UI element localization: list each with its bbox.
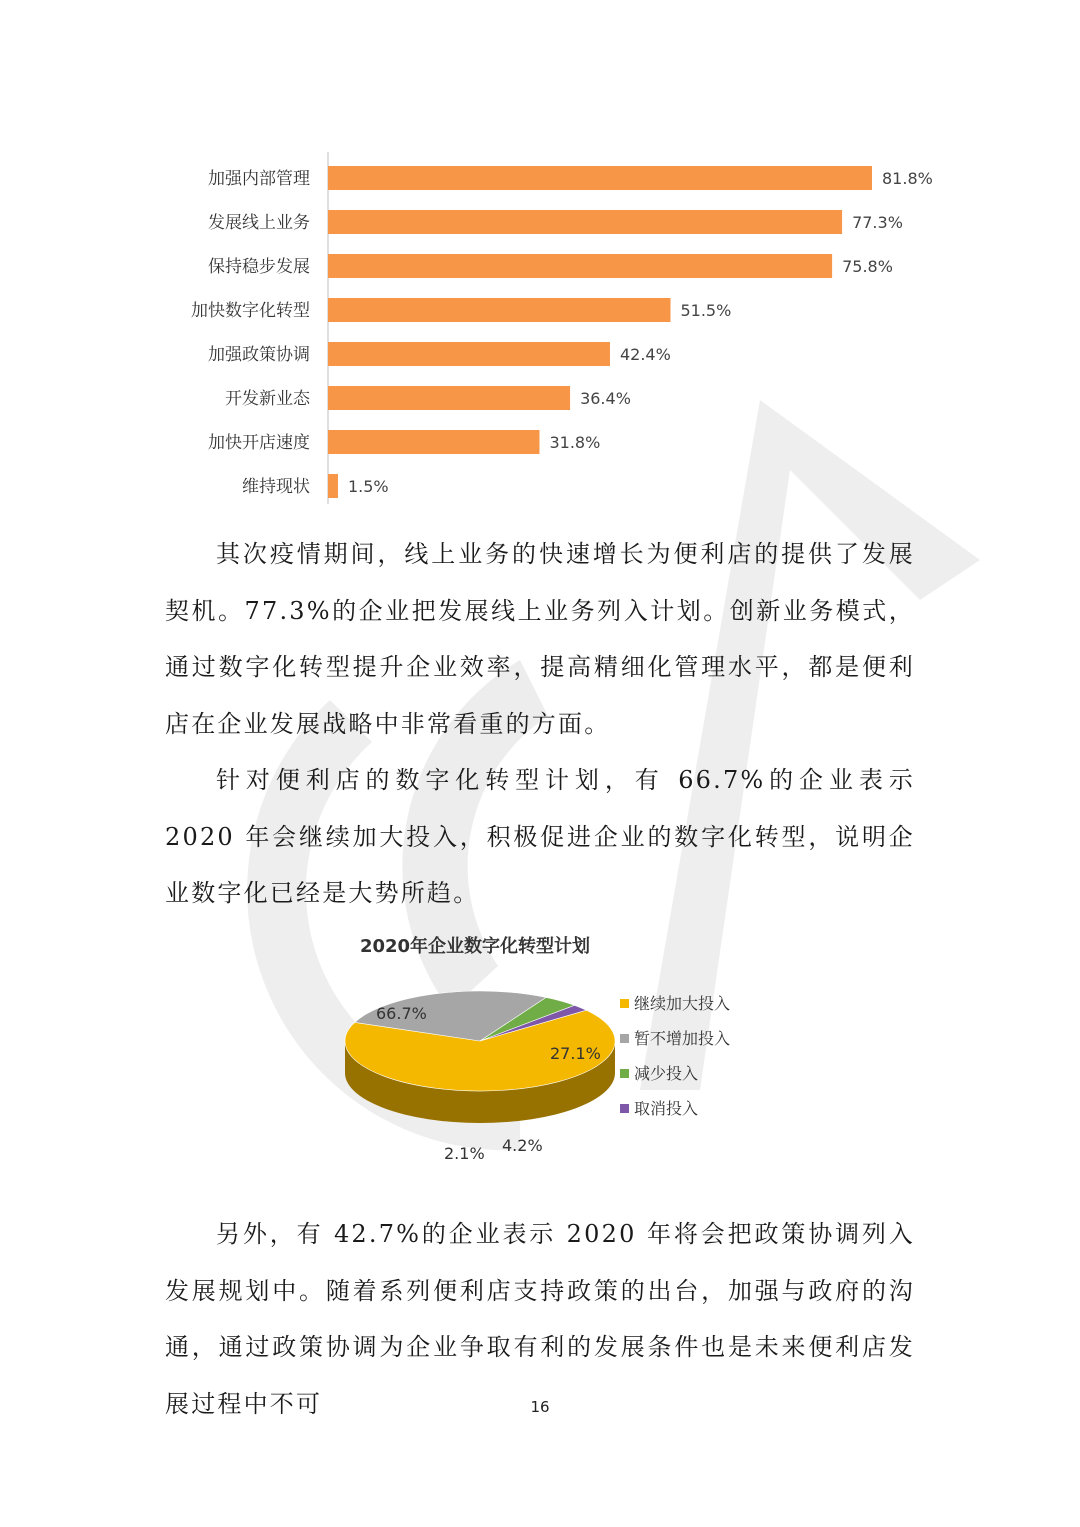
legend-label: 继续加大投入 xyxy=(634,994,731,1013)
bar-mark xyxy=(328,254,832,278)
pie-chart-digital-plan xyxy=(320,975,780,1175)
bar-mark xyxy=(328,342,610,366)
legend-label: 减少投入 xyxy=(634,1064,699,1083)
pie-value-label: 2.1% xyxy=(444,1144,485,1163)
bar-category-label: 保持稳步发展 xyxy=(208,257,310,277)
bar-mark xyxy=(328,210,842,234)
pie-value-label: 27.1% xyxy=(550,1044,601,1063)
legend-swatch xyxy=(620,1104,629,1113)
bar-category-label: 维持现状 xyxy=(242,477,310,497)
bar-value-label: 77.3% xyxy=(852,213,903,232)
pie-value-label: 66.7% xyxy=(376,1004,427,1023)
paragraph-policy-coordination: 另外，有 42.7%的企业表示 2020 年将会把政策协调列入发展规划中。随着系列便利店支持政策的出台，加强与政府的沟通，通过政策协调为企业争取有利的发展条件也是未来便利店发展过程中不可 xyxy=(165,1220,915,1418)
bar-value-label: 51.5% xyxy=(680,301,732,320)
paragraph-digital-transformation: 针对便利店的数字化转型计划，有 66.7%的企业表示 2020 年会继续加大投入，积极促进企业的数字化转型，说明企业数字化已经是大势所趋。 xyxy=(165,766,915,907)
paragraph-online-business: 其次疫情期间，线上业务的快速增长为便利店的提供了发展契机。77.3%的企业把发展线上业务列入计划。创新业务模式，通过数字化转型提升企业效率，提高精细化管理水平，都是便利店在企业发展战略中非常看重的方面。 xyxy=(165,540,915,738)
bar-mark xyxy=(328,166,872,190)
legend-swatch xyxy=(620,999,629,1008)
legend-label: 取消投入 xyxy=(634,1099,699,1118)
page-number: 16 xyxy=(530,1398,550,1416)
pie-value-label: 4.2% xyxy=(502,1136,543,1155)
legend-swatch xyxy=(620,1069,629,1078)
bar-category-label: 开发新业态 xyxy=(225,389,310,409)
bar-mark xyxy=(328,298,670,322)
legend-swatch xyxy=(620,1034,629,1043)
bar-category-label: 加快数字化转型 xyxy=(191,301,310,321)
bar-chart-development-plans xyxy=(150,150,950,510)
bar-mark xyxy=(328,430,539,454)
legend-label: 暂不增加投入 xyxy=(634,1029,731,1048)
bar-category-label: 加强内部管理 xyxy=(208,169,310,189)
bar-category-label: 发展线上业务 xyxy=(208,213,310,233)
pie-chart-title: 2020年企业数字化转型计划 xyxy=(359,936,591,957)
bar-value-label: 42.4% xyxy=(619,345,671,364)
bar-mark xyxy=(328,386,570,410)
bar-value-label: 81.8% xyxy=(882,169,933,188)
bar-category-label: 加强政策协调 xyxy=(208,345,310,365)
bar-value-label: 36.4% xyxy=(580,389,631,408)
bar-category-label: 加快开店速度 xyxy=(208,433,310,453)
bar-value-label: 31.8% xyxy=(549,433,601,452)
bar-mark xyxy=(328,474,338,498)
bar-value-label: 1.5% xyxy=(347,477,389,496)
bar-value-label: 75.8% xyxy=(842,257,893,276)
